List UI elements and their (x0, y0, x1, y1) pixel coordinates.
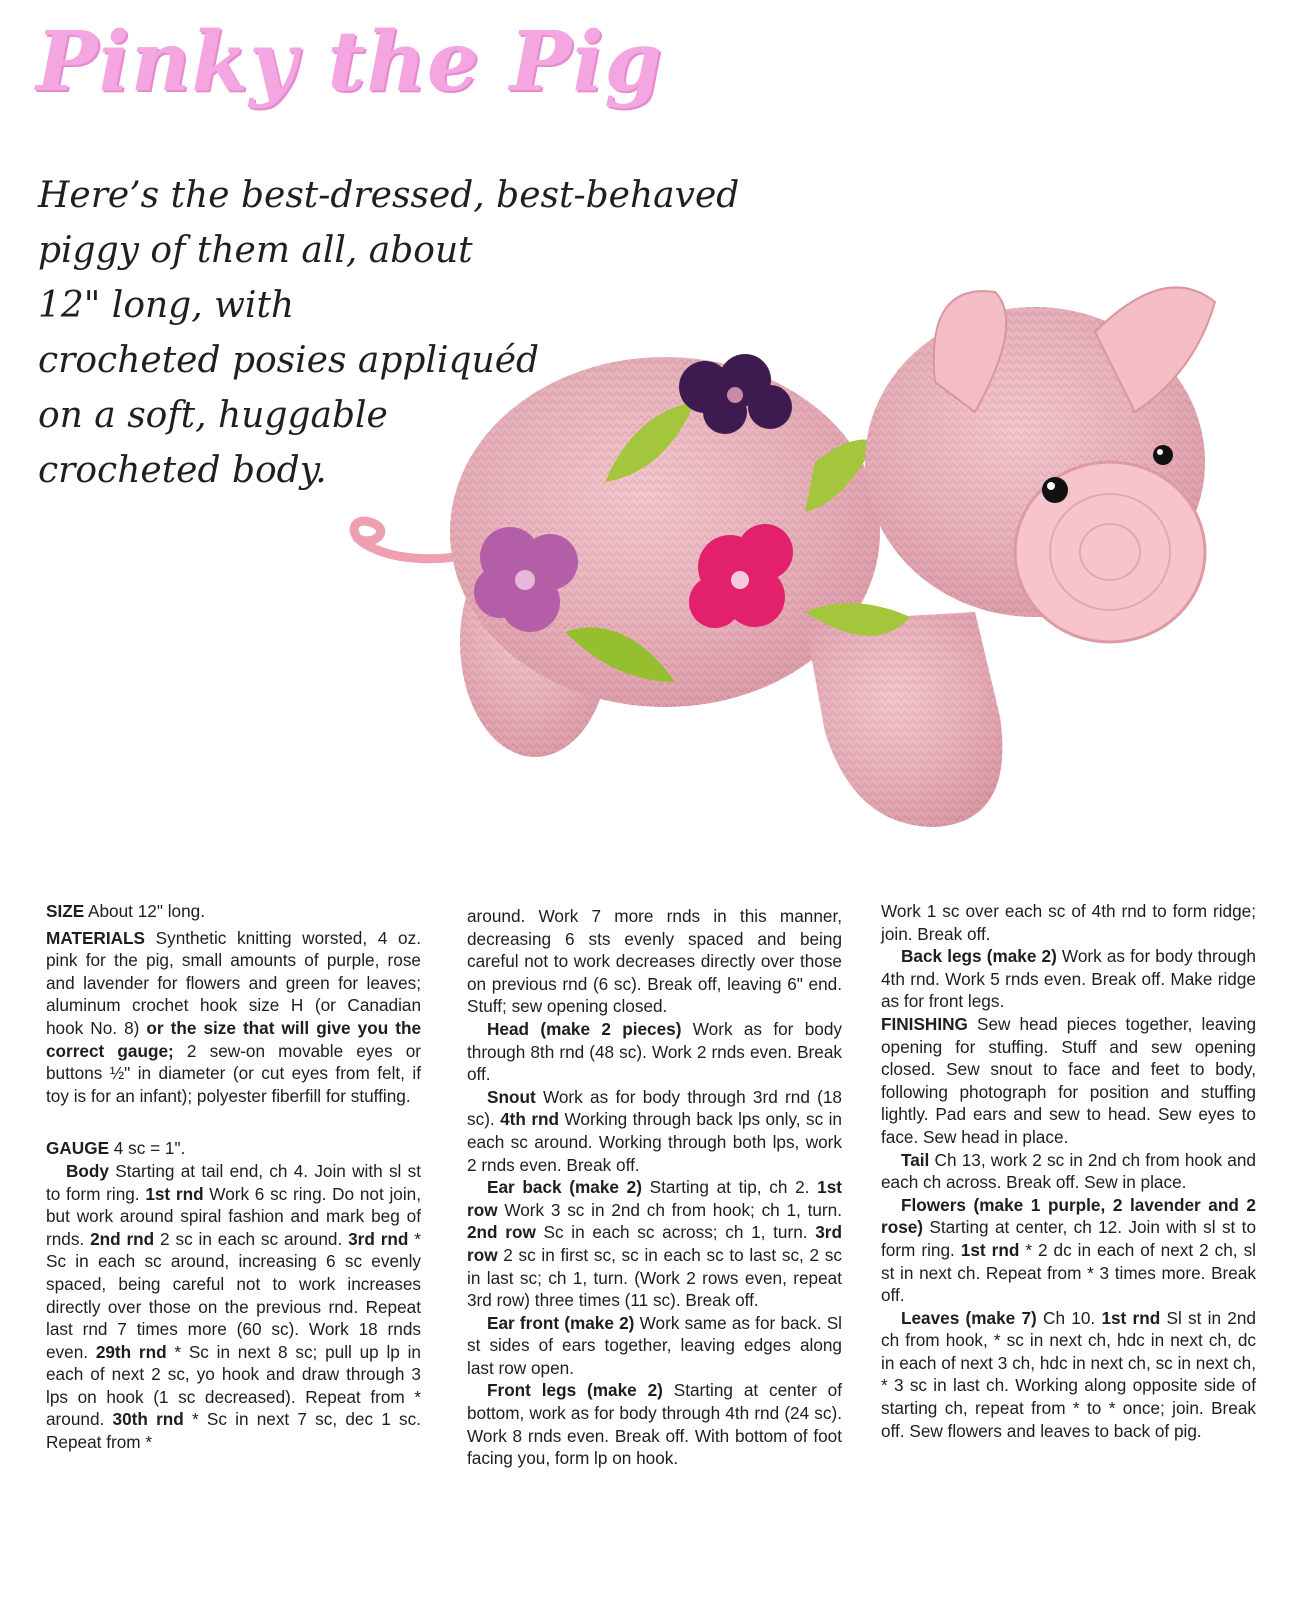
leaves-label: Leaves (make 7) (901, 1307, 1037, 1328)
size-text: About 12" long. (84, 901, 205, 921)
rnd30-text: * Sc in next 7 sc, dec 1 sc. Repeat from * (46, 1409, 422, 1453)
gauge-text: 4 sc = 1". (109, 1138, 186, 1159)
materials-text-2: 2 sew-on movable eyes or buttons ½" in diameter (or cut eyes from felt, if toy is for an infant); polyester fiberfill for stuffing. (46, 1040, 421, 1106)
instructions-column-2 (467, 905, 842, 1470)
ear-back-text: Starting at tip, ch 2. (641, 1177, 818, 1198)
front-legs-text: Starting at center of bottom, work as for body through 4th rnd (24 sc). Work 8 rnds even. Break off. With bottom of foot facing you, form lp on hook. (467, 1380, 842, 1469)
head-text: Work as for body through 8th rnd (48 sc). Work 2 rnds even. Break off. (467, 1018, 842, 1085)
body-text: Starting at tail end, ch 4. Join with sl st to form ring. (46, 1160, 421, 1204)
gauge-label: GAUGE (46, 1138, 110, 1159)
instructions-column-3 (881, 900, 1256, 1442)
body-continued-text: around. Work 7 more rnds in this manner, decreasing 6 sts evenly spaced and being careful not to work decreases directly over those on previous rnd (6 sc). Break off, leaving 6" end. Stuff; sew opening closed. (467, 906, 842, 1017)
ear-front-text: Work same as for back. Sl st sides of ears together, leaving edges along last row open. (467, 1312, 843, 1378)
leaves-text: Ch 10. (1036, 1307, 1102, 1328)
instructions-column-1 (46, 900, 421, 1454)
row3-text: 2 sc in first sc, sc in each sc to last sc, 2 sc in last sc; ch 1, turn. (Work 2 rows even, repeat 3rd row) three times (11 sc). Break off. (467, 1244, 842, 1311)
back-legs-text: Work as for body through 4th rnd. Work 5 rnds even. Break off. Make ridge as for front legs. (881, 946, 1256, 1012)
materials-label: MATERIALS (46, 927, 145, 948)
rnd1-text: Work 6 sc ring. Do not join, but work around spiral fashion and mark beg of rnds. (46, 1183, 421, 1249)
snout-text: Work as for body through 3rd rnd (18 sc). (467, 1086, 842, 1130)
materials-text: Synthetic knitting worsted, 4 oz. pink for the pig, small amounts of purple, rose and lavender for flowers and green for leaves; aluminum crochet hook size H (or Canadian hook No. 8) (46, 927, 421, 1038)
body-label: Body (66, 1160, 109, 1181)
materials-bold: or the size that will give you the correct gauge; (46, 1017, 422, 1061)
ear-back-label: Ear back (make 2) (487, 1177, 642, 1198)
intro-line: Here’s the best-dressed, best-behaved (38, 175, 740, 216)
row2-label: 2nd row (467, 1222, 536, 1243)
row1-label: 1st row (467, 1177, 842, 1220)
pig-photo (335, 262, 1295, 852)
row3-label: 3rd row (467, 1222, 842, 1265)
rnd29-text: * Sc in next 8 sc; pull up lp in each of next 2 sc, yo hook and draw through 3 lps on hook (1 sc decreased). Repeat from * around. (46, 1341, 421, 1430)
flowers-rnd1-text: * 2 dc in each of next 2 ch, sl st in next ch. Repeat from * 3 times more. Break off. (881, 1239, 1256, 1306)
tail-label: Tail (901, 1149, 930, 1170)
rnd2-label: 2nd rnd (90, 1228, 155, 1249)
page-title: Pinky the Pig (36, 14, 663, 110)
back-legs-label: Back legs (make 2) (901, 946, 1057, 967)
rnd3-label: 3rd rnd (348, 1228, 409, 1249)
pig-eye (1153, 445, 1173, 465)
leaves-rnd1-label: 1st rnd (1101, 1307, 1161, 1328)
intro-line: piggy of them all, about (38, 230, 473, 271)
front-legs-continued-text: Work 1 sc over each sc of 4th rnd to form ridge; join. Break off. (881, 901, 1256, 944)
row1-text: Work 3 sc in 2nd ch from hook; ch 1, turn. (497, 1199, 842, 1220)
intro-line: on a soft, huggable (38, 395, 388, 436)
flowers-rnd1-label: 1st rnd (960, 1239, 1020, 1260)
snout-rnd4-label: 4th rnd (500, 1109, 560, 1130)
finishing-label: FINISHING (881, 1013, 968, 1034)
finishing-text: Sew head pieces together, leaving opening for stuffing. Stuff and sew opening closed. Sew snout to face and feet to body, following photograph for position and stuffing lightly. Pad ears and sew to head. Sew eyes to face. Sew head in place. (881, 1013, 1256, 1147)
rnd30-label: 30th rnd (112, 1409, 184, 1430)
intro-line: crocheted posies appliquéd (38, 340, 540, 381)
intro-line: crocheted body. (38, 450, 327, 491)
row2-text: Sc in each sc across; ch 1, turn. (535, 1222, 816, 1243)
leaves-rnd1-text: Sl st in 2nd ch from hook, * sc in next ch, hdc in next ch, dc in each of next 3 ch, hdc in next ch, sc in next ch, * 3 sc in last ch. Working along opposite side of starting ch, repeat from * to * once; join. Break off. Sew flowers and leaves to back of pig. (881, 1307, 1256, 1441)
rnd2-text: 2 sc in each sc around. (154, 1228, 349, 1249)
flowers-label: Flowers (make 1 purple, 2 lavender and 2 rose) (881, 1194, 1256, 1238)
head-label: Head (make 2 pieces) (487, 1018, 682, 1039)
pig-eye (1042, 477, 1068, 503)
snout-rnd4-text: Working through back lps only, sc in each sc around. Working through both lps, work 2 rnds even. Break off. (467, 1109, 842, 1175)
ear-front-label: Ear front (make 2) (487, 1312, 635, 1333)
rnd1-label: 1st rnd (145, 1183, 204, 1204)
size-label: SIZE (46, 901, 85, 921)
intro-line: 12" long, with (38, 285, 295, 326)
tail-text: Ch 13, work 2 sc in 2nd ch from hook and each ch across. Break off. Sew in place. (881, 1149, 1256, 1193)
snout-label: Snout (487, 1086, 536, 1107)
rnd29-label: 29th rnd (95, 1341, 167, 1362)
front-legs-label: Front legs (make 2) (487, 1380, 663, 1401)
flowers-text: Starting at center, ch 12. Join with sl st to form ring. (881, 1217, 1256, 1260)
rnd3-text: * Sc in each sc around, increasing 6 sc evenly spaced, being careful not to work increases directly over those on the previous rnd. Repeat last rnd 7 times more (60 sc). Work 18 rnds even. (46, 1228, 421, 1362)
